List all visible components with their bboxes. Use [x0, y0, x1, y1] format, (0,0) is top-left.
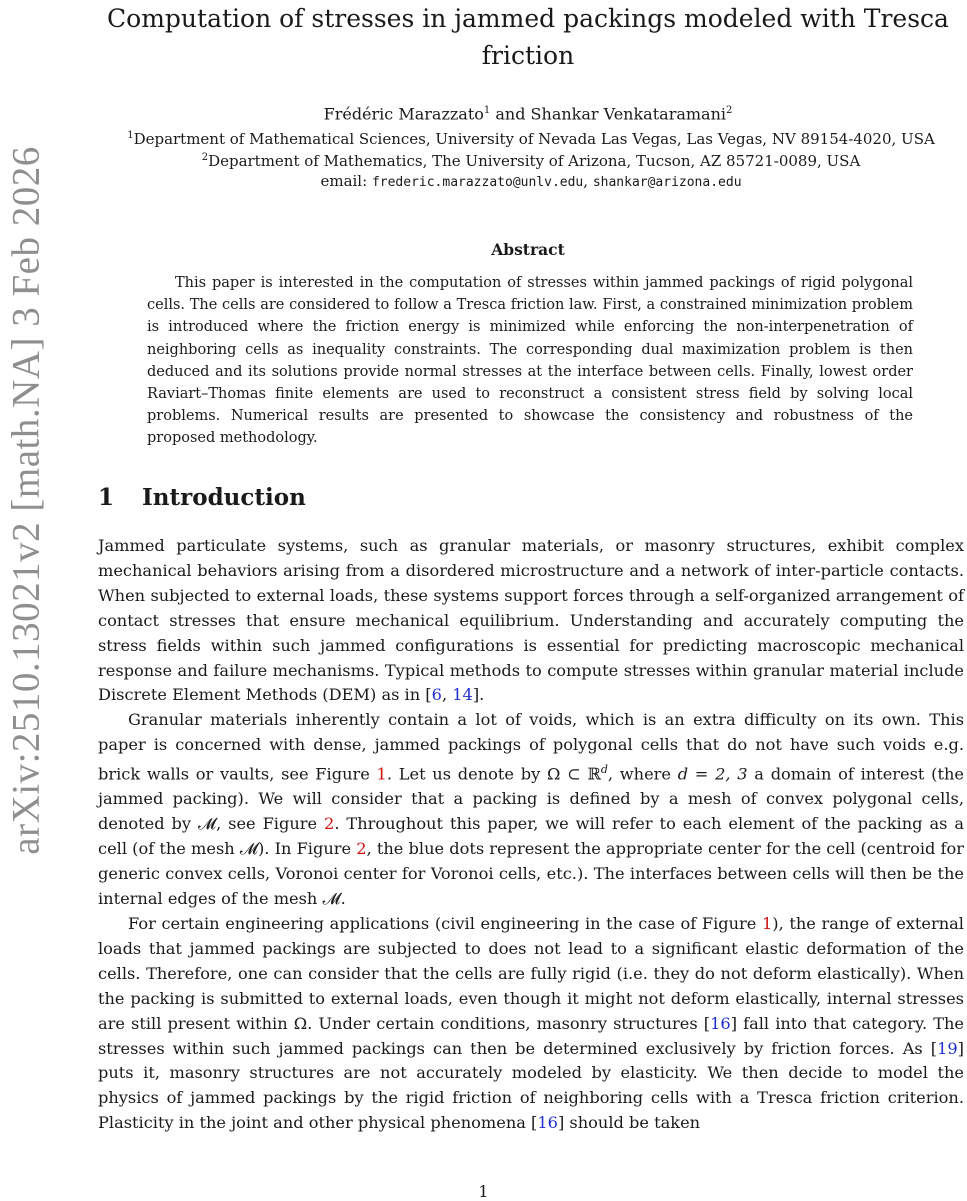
paper-title: Computation of stresses in jammed packings modeled with Tresca friction — [107, 4, 949, 70]
text-run: ] should be taken — [557, 1113, 701, 1133]
text-run: . — [340, 889, 346, 909]
email-link[interactable]: frederic.marazzato@unlv.edu — [371, 175, 584, 190]
section-number: 1 — [98, 484, 115, 511]
section-title: Introduction — [142, 484, 306, 511]
text-run: . Let us denote by Ω ⊂ ℝ — [386, 764, 601, 784]
text-run: ]. — [472, 685, 485, 705]
email-label: email: — [320, 172, 372, 190]
citation-link[interactable]: 16 — [537, 1113, 558, 1133]
figure-link[interactable]: 1 — [376, 764, 387, 784]
text-run: Jammed particulate systems, such as granular materials, or masonry structures, exhibit complex mechanical behaviors arising from a disordered microstructure and a network of inter-particle contacts. When subjected to external loads, these systems support forces through a self-organized arrangement of contact stresses that ensure mechanical equilibrium. Understanding and accurately computing the stress fields within such jammed configurations is essential for predicting macroscopic mechanical response and failure mechanisms. Typical methods to compute stresses within granular material include Discrete Element Methods (DEM) as in [ — [98, 536, 964, 705]
section-heading — [98, 484, 306, 511]
arxiv-identifier: arXiv:2510.13021v2 [math.NA] 3 Feb 2026 — [4, 145, 48, 855]
math-symbol: 𝓜 — [322, 889, 341, 909]
affiliation-mark: 2 — [201, 152, 209, 163]
text-run: , — [441, 685, 453, 705]
text-run: ), the range of external loads that jammed packings are subjected to does not lead to a significant elastic deformation of the cells. Therefore, one can consider that the cells are fully rigid (i.e. they do not deform elastically). When the packing is submitted to external loads, even though it might not deform elastically, internal stresses are still present within Ω. Under certain conditions, masonry structures [ — [98, 913, 964, 1033]
paragraph-2 — [98, 708, 964, 912]
paragraph-3 — [98, 912, 964, 1136]
text-run: . Throughout this paper, we will refer to each element of the packing as a cell (of the mesh — [98, 814, 964, 859]
author-affiliation-mark: 2 — [726, 105, 733, 116]
figure-link[interactable]: 1 — [761, 913, 773, 933]
page-number: 1 — [478, 1182, 489, 1201]
body-text — [98, 534, 964, 1136]
citation-link[interactable]: 6 — [431, 685, 442, 705]
paragraph-1 — [98, 534, 964, 708]
math-symbol: 𝓜 — [197, 814, 217, 834]
email-line — [96, 170, 966, 194]
figure-link[interactable]: 2 — [324, 814, 335, 834]
citation-link[interactable]: 16 — [710, 1013, 731, 1033]
text-run: For certain engineering applications (civil engineering in the case of Figure — [128, 913, 762, 933]
affiliation-2 — [96, 147, 966, 172]
citation-link[interactable]: 14 — [452, 685, 473, 705]
text-run: Granular materials inherently contain a lot of voids, which is an extra difficulty on its own. This paper is concerned with dense, jammed packings of polygonal cells that do not have such voids e.g. brick walls or vaults, see Figure — [98, 710, 964, 784]
citation-link[interactable]: 19 — [937, 1038, 958, 1058]
figure-link[interactable]: 2 — [356, 839, 367, 859]
text-run: , the blue dots represent the appropriate center for the cell (centroid for generic convex cells, Voronoi center for Voronoi cells, etc.). The interfaces between cells will then be the internal edges of the mesh — [98, 839, 964, 909]
text-run: , where — [607, 764, 678, 784]
text-run: ] puts it, masonry structures are not accurately modeled by elasticity. We then decide to model the physics of jammed packings by the rigid friction of neighboring cells with a Tresca friction criterion. Plasticity in the joint and other physical phenomena [ — [98, 1038, 964, 1133]
arxiv-sidebar — [4, 145, 48, 855]
email-separator: , — [583, 172, 593, 190]
text-run: ). In Figure — [257, 839, 357, 859]
author-separator: and — [490, 104, 531, 124]
author-name: Frédéric Marazzato — [323, 104, 484, 124]
math-expression: d = 2, 3 — [677, 764, 748, 784]
affiliation-text: Department of Mathematics, The University of Arizona, Tucson, AZ 85721-0089, USA — [208, 152, 861, 170]
text-run: a domain of interest (the jammed packing). We will consider that a packing is defined by a mesh of convex polygonal cells, denoted by — [98, 764, 964, 834]
author-line — [96, 99, 960, 126]
affiliation-text: Department of Mathematical Sciences, University of Nevada Las Vegas, Las Vegas, NV 89154-4020, USA — [133, 130, 935, 148]
math-symbol: 𝓜 — [239, 839, 258, 859]
abstract-heading: Abstract — [491, 240, 565, 259]
author-affiliation-mark: 1 — [483, 105, 491, 116]
text-run: , see Figure — [216, 814, 325, 834]
abstract-text: This paper is interested in the computation of stresses within jammed packings of rigid polygonal cells. The cells are considered to follow a Tresca friction law. First, a constrained minimization problem is introduced where the friction energy is minimized while enforcing the non-interpenetration of neighboring cells as inequality constraints. The corresponding dual maximization problem is then deduced and its solutions provide normal stresses at the interface between cells. Finally, lowest order Raviart–Thomas finite elements are used to reconstruct a consistent stress field by solving local problems. Numerical results are presented to showcase the consistency and robustness of the proposed methodology. — [147, 275, 913, 447]
math-superscript: d — [600, 763, 608, 777]
author-name: Shankar Venkataramani — [530, 104, 727, 124]
affiliation-mark: 1 — [127, 130, 134, 141]
text-run: ] fall into that category. The stresses within such jammed packings can then be determined exclusively by friction forces. As [ — [98, 1013, 964, 1058]
email-link[interactable]: shankar@arizona.edu — [592, 175, 742, 190]
